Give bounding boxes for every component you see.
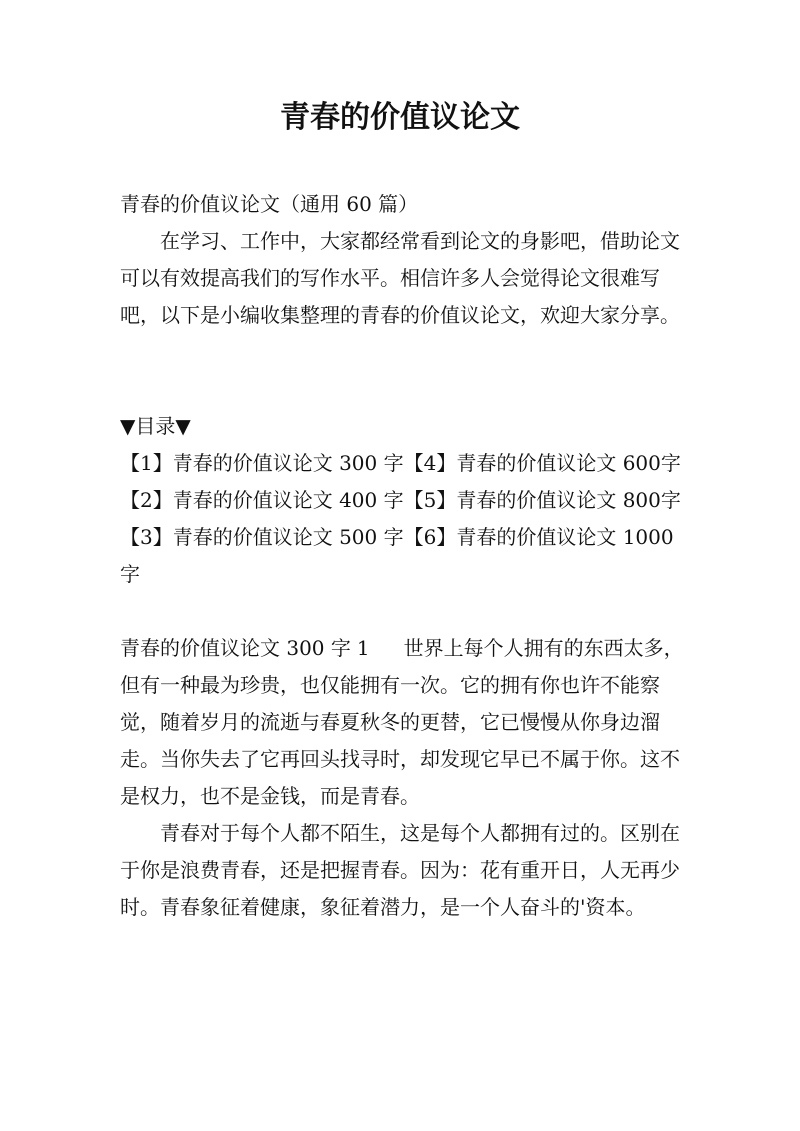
section-spacer bbox=[120, 593, 692, 630]
essay-number: 1 bbox=[356, 636, 370, 660]
intro-paragraph: 在学习、工作中，大家都经常看到论文的身影吧，借助论文可以有效提高我们的写作水平。相信许多人会觉得论文很难写吧，以下是小编收集整理的青春的价值议论文，欢迎大家分享。 bbox=[120, 229, 680, 327]
toc-list: 【1】青春的价值议论文 300 字【4】青春的价值议论文 600字【2】青春的价值议论文 400 字【5】青春的价值议论文 800字【3】青春的价值议论文 500 字【6】青春的价值议论文 1000字 bbox=[120, 451, 681, 586]
essay-second-paragraph: 青春对于每个人都不陌生，这是每个人都拥有过的。区别在于你是浪费青春，还是把握青春。因为：花有重开日，人无再少时。青春象征着健康，象征着潜力，是一个人奋斗的'资本。 bbox=[120, 821, 680, 919]
essay-heading: 青春的价值议论文 300 字 bbox=[120, 636, 351, 660]
document-subtitle: 青春的价值议论文（通用 60 篇） bbox=[120, 192, 419, 216]
section-spacer bbox=[120, 334, 692, 408]
document-title: 青春的价值议论文 bbox=[280, 100, 520, 135]
essay-first-text: 世界上每个人拥有的东西太多，但有一种最为珍贵，也仅能拥有一次。它的拥有你也许不能察觉，随着岁月的流逝与春夏秋冬的更替，它已慢慢从你身边溜走。当你失去了它再回头找寻时，却发现它早已不属于你。这不是权力，也不是金钱，而是青春。 bbox=[120, 636, 684, 808]
toc-heading: ▼目录▼ bbox=[120, 414, 191, 438]
document-body bbox=[120, 186, 692, 926]
essay-first-paragraph bbox=[120, 630, 692, 815]
